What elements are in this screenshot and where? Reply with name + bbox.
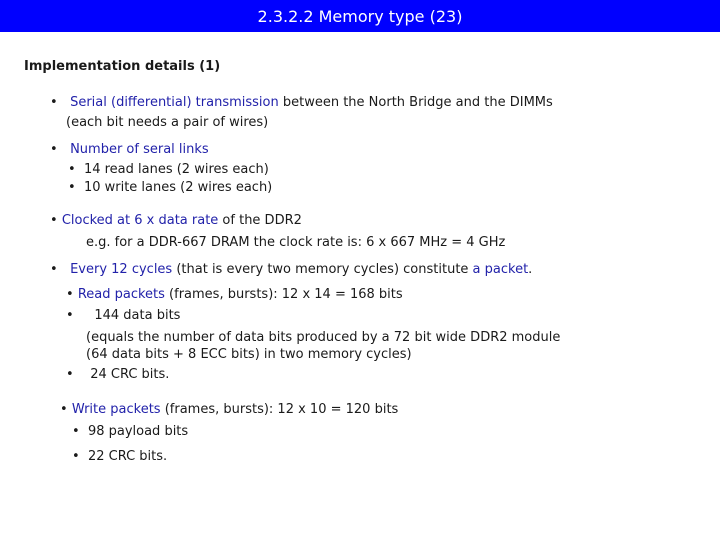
section-heading: Implementation details (1) xyxy=(24,59,221,74)
sub-bullet-write-lanes: • 10 write lanes (2 wires each) xyxy=(68,180,273,195)
bullet-serial-note: (each bit needs a pair of wires) xyxy=(66,115,269,130)
bullet-read-packets: • Read packets (frames, bursts): 12 x 14 = 168 bits xyxy=(66,287,403,302)
bullet-icon: • xyxy=(50,95,58,110)
bullet-icon: • xyxy=(66,287,74,302)
bullet-icon: • xyxy=(72,449,80,464)
bullet-icon: • xyxy=(68,162,76,177)
bullet-write-packets: • Write packets (frames, bursts): 12 x 10 = 120 bits xyxy=(60,402,399,417)
bullet-icon: • xyxy=(50,142,58,157)
sub-bullet-payload-bits: • 98 payload bits xyxy=(72,424,189,439)
slide-title-bar xyxy=(0,0,720,32)
sub-bullet-crc-bits: • 24 CRC bits. xyxy=(66,367,170,382)
bullet-serial-links: • Number of seral links xyxy=(50,142,209,157)
bullet-icon: • xyxy=(66,308,74,323)
bullet-icon: • xyxy=(60,402,68,417)
clock-rate-example: e.g. for a DDR-667 DRAM the clock rate is: 6 x 667 MHz = 4 GHz xyxy=(86,235,506,250)
bullet-icon: • xyxy=(68,180,76,195)
sub-bullet-read-lanes: • 14 read lanes (2 wires each) xyxy=(68,162,269,177)
data-bits-note-line1: (equals the number of data bits produced by a 72 bit wide DDR2 module xyxy=(86,330,561,345)
bullet-icon: • xyxy=(72,424,80,439)
bullet-packet-definition: • Every 12 cycles (that is every two memory cycles) constitute a packet. xyxy=(50,262,533,277)
bullet-serial-transmission: • Serial (differential) transmission between the North Bridge and the DIMMs xyxy=(50,95,553,110)
bullet-icon: • xyxy=(50,213,58,228)
bullet-icon: • xyxy=(50,262,58,277)
bullet-icon: • xyxy=(66,367,74,382)
sub-bullet-data-bits: • 144 data bits xyxy=(66,308,181,323)
data-bits-note-line2: (64 data bits + 8 ECC bits) in two memory cycles) xyxy=(86,347,412,362)
slide-title: 2.3.2.2 Memory type (23) xyxy=(257,7,463,26)
bullet-clock-rate: • Clocked at 6 x data rate of the DDR2 xyxy=(50,213,302,228)
sub-bullet-write-crc-bits: • 22 CRC bits. xyxy=(72,449,168,464)
